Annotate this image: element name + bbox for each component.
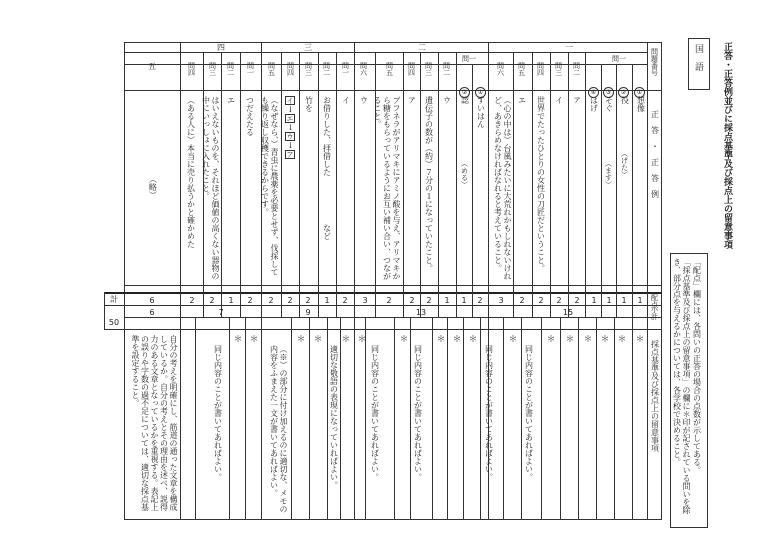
label-points: 配点 [650, 294, 659, 308]
q4-3-header: 問三 [208, 62, 217, 76]
note-2: 「採点基準及び採点上の留意事項」の欄に＊印が記されている問いを除き、部分点を与えるかについては、各学校で決めること。 [672, 258, 691, 514]
answer-1-1-1: 想像 [636, 96, 646, 112]
points-3-5: 2 [268, 296, 274, 305]
answer-2-3: 遺伝子の数が（約）７分の１になっていたこと。 [424, 96, 434, 272]
q2-3-header: 問三 [424, 62, 433, 76]
q2-4-header: 問四 [407, 62, 416, 76]
q1-3-header: 問三 [554, 62, 563, 76]
q1-4-header: 問四 [536, 62, 545, 76]
section-1-header: 一 [565, 43, 573, 52]
q3-1-header: 問一 [341, 62, 350, 76]
subtotal-4: 7 [218, 308, 224, 317]
answer-2-6: ウ [359, 96, 369, 104]
points-2-1-2: 1 [461, 296, 467, 305]
q3-4-header: 問四 [286, 62, 295, 76]
criteria-3-5: （※）の部分に付け加えるのに適切な、メモの内容をふまえた一文が書いてあればよい。 [269, 345, 288, 513]
star-2-1-1: ＊ [468, 335, 478, 345]
subtotal-1: 15 [562, 308, 574, 317]
subject-title: 国 語 [693, 44, 703, 71]
criteria-1-4: 同じ内容のことが書いてあればよい。 [524, 345, 534, 481]
star-3-1: ＊ [341, 335, 351, 345]
section-4-header: 四 [217, 43, 225, 52]
section-2-header: 二 [418, 43, 426, 52]
main-title: 正答・正答例並びに採点基準及び採点上の留意事項 [722, 42, 732, 249]
star-1-2: ＊ [565, 335, 575, 345]
criteria-1-6: 同じ内容のことが書いてあればよい。 [484, 345, 494, 481]
points-3-2: 1 [324, 296, 330, 305]
label-criteria: 採点基準及び採点上の留意事項 [650, 340, 660, 452]
star-2-6: ＊ [357, 335, 367, 345]
answer-2-5: ブフネラがアリマキにアミノ酸を与え、アリマキから糖をもらっているようにお互い補い合い、つながること。 [373, 96, 401, 280]
q2-1-sub-2: ② [459, 79, 470, 98]
points-1-1-2: 1 [621, 296, 627, 305]
subtotal-3: 9 [305, 308, 311, 317]
answer-1-5: エ [517, 96, 527, 104]
answer-1-1-3: そぐ [604, 96, 614, 112]
star-2-2: ＊ [436, 335, 446, 345]
points-2-6: 3 [362, 296, 368, 305]
star-3-4: ＊ [296, 335, 306, 345]
star-4-2: ＊ [233, 335, 243, 345]
q1-5-header: 問五 [517, 62, 526, 76]
points-4-1: 2 [247, 296, 253, 305]
star-1-3: ＊ [546, 335, 556, 345]
points-1-6: 3 [498, 296, 504, 305]
q1-1-sub-1: ① [634, 79, 645, 98]
points-4-4: 2 [189, 296, 195, 305]
points-3-3: 2 [305, 296, 311, 305]
points-2-2: 1 [444, 296, 450, 305]
subtotal-5: 6 [149, 308, 155, 317]
label-answer: 正 答 ・ 正 答 例 [650, 110, 660, 198]
answer-1-1-2: 役 [620, 96, 630, 104]
star-3-3: ＊ [313, 335, 323, 345]
q2-1-sub-1: ① [475, 79, 486, 98]
star-1-5: ＊ [508, 335, 518, 345]
answer-3-2: お借りした、拝借した など [322, 96, 332, 240]
answer-1-1-4: はげ [589, 96, 599, 112]
points-1-5: 2 [519, 296, 525, 305]
star-1-1-2: ＊ [617, 335, 627, 345]
answer-1-1-2b: （げた） [620, 150, 629, 178]
star-1-1-3: ＊ [600, 335, 610, 345]
criteria-3-2: 適切な敬語の表現になっていればよい。 [329, 345, 339, 489]
answer-2-4: ア [407, 96, 417, 104]
subtotal-2: 13 [415, 308, 427, 317]
section-3-header: 三 [304, 43, 312, 52]
q1-1-sub-4: ④ [588, 79, 599, 98]
total-points: 50 [108, 318, 120, 327]
criteria-2-3: 同じ内容のことが書いてあればよい。 [413, 345, 423, 481]
answer-3-4: イ↓エ↓ウ↓ア [286, 97, 295, 158]
q1-2-header: 問二 [572, 62, 581, 76]
q3-2-header: 問二 [322, 62, 331, 76]
q3-3-header: 問三 [304, 62, 313, 76]
points-5: 6 [149, 296, 155, 305]
points-4-3: 2 [209, 296, 215, 305]
answer-3-3: 竹を [304, 96, 314, 112]
points-2-4: 2 [409, 296, 415, 305]
q1-1-sub-2: ② [618, 79, 629, 98]
points-4-2: 1 [228, 296, 234, 305]
q3-5-header: 問五 [267, 62, 276, 76]
answer-3-1: イ [341, 96, 351, 104]
answer-2-1-2: 認 [460, 96, 470, 104]
note-1: 「配点」欄には、各問いの正答の場合の点数が示してある。 [692, 258, 702, 474]
answer-4-3: はいえないものを、それほど価値の高くない器物の中にいっしょに入れたこと。 [201, 96, 220, 280]
answer-5: （略） [148, 175, 158, 199]
points-2-3: 2 [426, 296, 432, 305]
answer-1-2: ア [572, 96, 582, 104]
answer-1-6: （心の中は）台風みたいに大荒れかもしれないけれど、あきらめなければなれると考えていること。 [493, 96, 512, 280]
q2-2-header: 問二 [442, 62, 451, 76]
points-3-4: 2 [287, 296, 293, 305]
answer-2-1-2b: （める） [460, 160, 469, 188]
answer-2-2: ウ [442, 96, 452, 104]
points-1-1-3: 1 [606, 296, 612, 305]
answer-4-2: エ [226, 96, 236, 104]
star-1-1-4: ＊ [583, 335, 593, 345]
answer-4-4: （ある人に）本当に売り払うかと確かめた [186, 96, 196, 248]
q4-4-header: 問四 [187, 62, 196, 76]
label-subtotal: 小計 [650, 306, 659, 320]
points-2-5: 2 [386, 296, 392, 305]
points-3-1: 2 [342, 296, 348, 305]
q2-6-header: 問六 [359, 62, 368, 76]
q1-1-sub-3: ③ [603, 79, 614, 98]
q1-6-header: 問六 [496, 62, 505, 76]
star-4-1: ＊ [249, 335, 259, 345]
points-1-1-4: 1 [591, 296, 597, 305]
q2-5-header: 問五 [385, 62, 394, 76]
q4-2-header: 問二 [226, 62, 235, 76]
label-question-no: 問題番号 [650, 48, 659, 76]
points-2-1-1: 2 [477, 296, 483, 305]
answer-4-1: つだえたる [245, 96, 255, 136]
answer-2-1-1: すいはん [476, 96, 486, 128]
star-1-1-1: ＊ [635, 335, 645, 345]
answer-1-3: イ [554, 96, 564, 104]
star-2-4: ＊ [399, 335, 409, 345]
section-5-header: 五 [148, 62, 156, 71]
criteria-4-3: 同じ内容のことが書いてあればよい。 [213, 345, 223, 481]
criteria-2-5: 同じ内容のことが書いてあればよい。 [370, 345, 380, 481]
answer-1-4: 世界でたったひとりの女性の刀匠だということ。 [536, 96, 546, 272]
q4-1-header: 問一 [246, 62, 255, 76]
points-1-1-1: 1 [637, 296, 643, 305]
points-1-2: 2 [574, 296, 580, 305]
points-1-4: 2 [538, 296, 544, 305]
answer-3-5: （なぜなら、）青虫に農薬を必要とせず、伐採しても繰り返し収穫できるからです。 [260, 96, 279, 276]
q2-1-header: 問一 [462, 55, 476, 63]
star-2-1-2: ＊ [452, 335, 462, 345]
q1-1-header: 問一 [612, 55, 626, 63]
criteria-5: 自分の考えを明確にし、筋道の通った文章を構成しているか。自分の考えとその理由を述べ、説得力のある文章となっているかを重視する。表記上の誤りや字数の過不足については、適切な採点基準を設定すること。 [131, 335, 178, 511]
answer-1-1-3b: （ます） [604, 160, 613, 188]
points-1-3: 2 [556, 296, 562, 305]
total-label: 計 [110, 295, 118, 304]
